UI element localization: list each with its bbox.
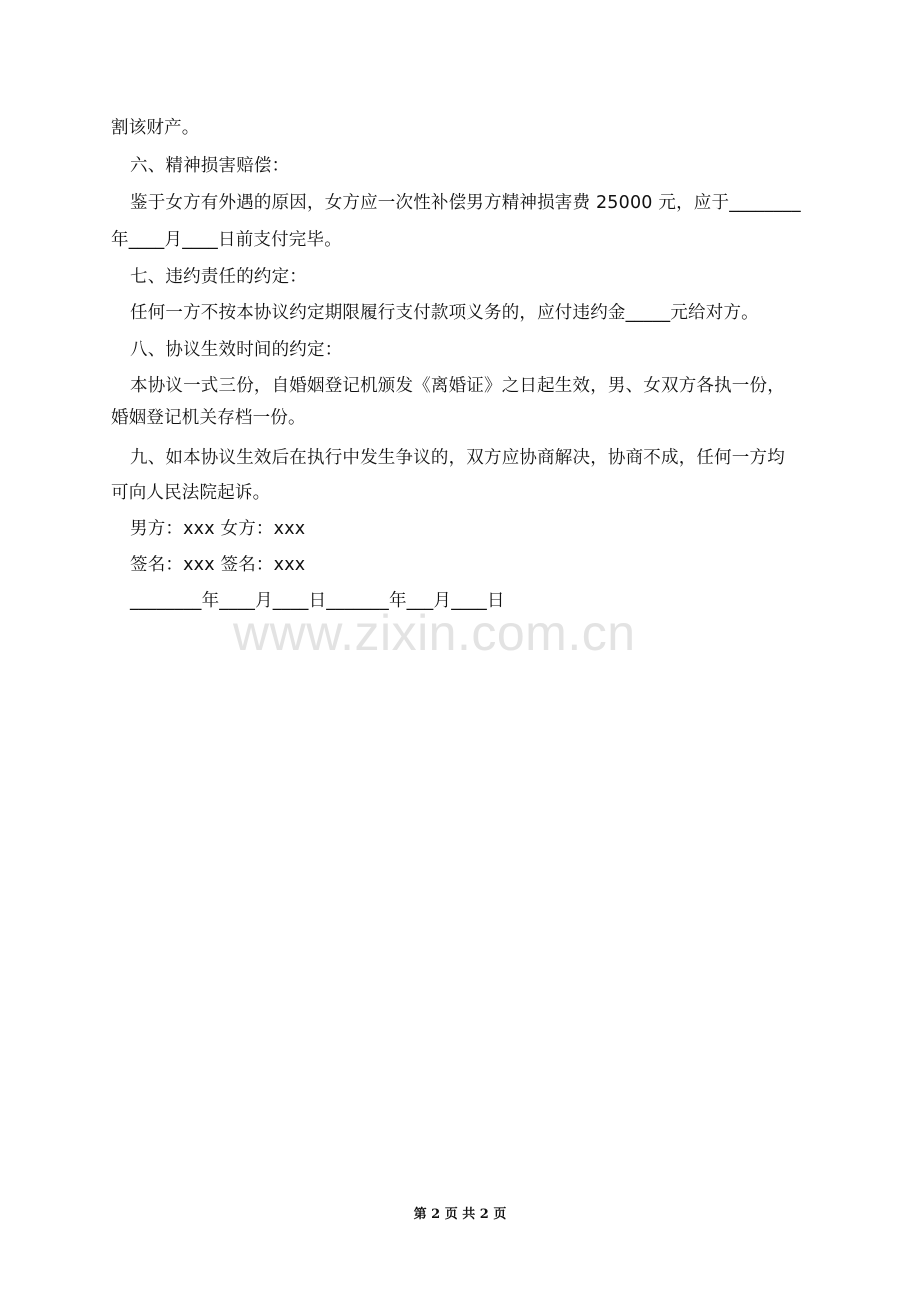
text-line: 可向人民法院起诉。: [111, 483, 271, 503]
text-line: 任何一方不按本协议约定期限履行支付款项义务的，应付违约金_____元给对方。: [130, 303, 759, 323]
signature-names: 签名：xxx 签名：xxx: [130, 555, 306, 575]
section-heading: 九、如本协议生效后在执行中发生争议的，双方应协商解决，协商不成，任何一方均: [130, 448, 785, 468]
section-heading: 八、协议生效时间的约定：: [130, 340, 343, 360]
section-heading: 七、违约责任的约定：: [130, 267, 307, 287]
text-line: 鉴于女方有外遇的原因，女方应一次性补偿男方精神损害费 25000 元，应于________: [130, 193, 801, 213]
page-footer: 第 2 页 共 2 页: [413, 1207, 507, 1222]
text-line: 年____月____日前支付完毕。: [111, 230, 342, 250]
signature-parties: 男方：xxx 女方：xxx: [130, 519, 306, 539]
signature-dates: ________年____月____日_______年___月____日: [130, 591, 505, 611]
watermark: www.zixin.com.cn: [233, 605, 636, 661]
text-line: 割该财产。: [111, 118, 200, 138]
text-line: 本协议一式三份，自婚姻登记机颁发《离婚证》之日起生效，男、女双方各执一份，: [130, 376, 785, 396]
section-heading: 六、精神损害赔偿：: [130, 156, 290, 176]
text-line: 婚姻登记机关存档一份。: [111, 408, 306, 428]
